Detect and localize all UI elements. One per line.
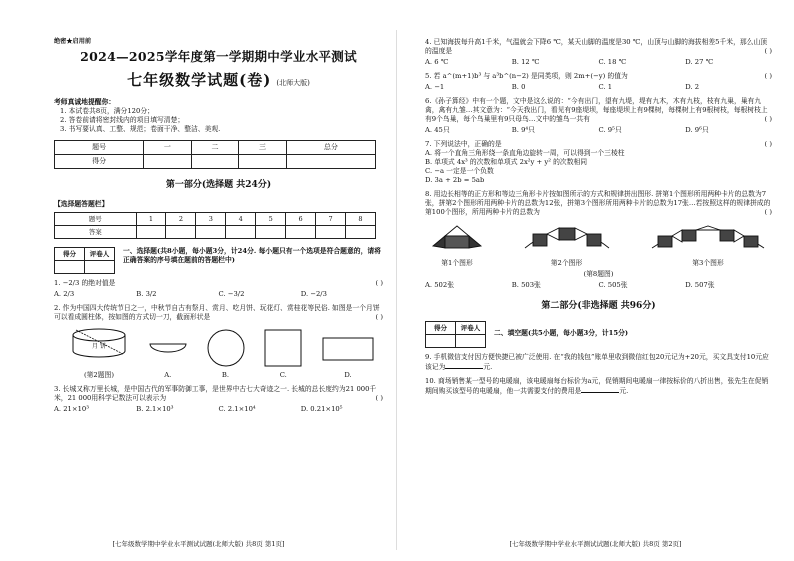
question-3 [54, 385, 383, 414]
option-c: C. 9⁵只 [598, 125, 622, 134]
question-stem: 9. 手机微信支付因方便快捷已被广泛使用. 在“我的钱包”账单里收到微信红包20元记为+20元，买文具支付10元应该记为 [425, 353, 769, 372]
score-table-header: 二 [191, 141, 239, 155]
option-d: D. 2 [685, 82, 700, 91]
option-d-figure [321, 328, 375, 380]
exam-sub-title: 七年级数学试题(卷) [127, 70, 272, 89]
answer-cell[interactable] [256, 226, 286, 239]
answer-paren: ( ) [375, 393, 383, 402]
exam-sub-title-row [54, 71, 383, 91]
question-2 [54, 304, 383, 380]
grader-table [54, 247, 115, 274]
notice-heading: 考师真诚地提醒你： [54, 98, 116, 107]
option-c-figure [263, 328, 303, 380]
option-a: A. [164, 371, 172, 380]
answer-number: 2 [166, 213, 196, 226]
score-cell[interactable] [191, 155, 239, 169]
option-b: B. 3/2 [136, 290, 157, 299]
question-stem: 4. 已知海拔每升高1千米，气温就会下降6 ℃，某天山脚的温度是30 ℃，山顶与山脚的海拔相差5千米，那么山顶的温度是 [425, 38, 768, 55]
grader-block [54, 247, 383, 274]
answer-bar-label: 【选择题答题栏】 [54, 200, 109, 209]
options-row [425, 126, 772, 135]
answer-paren: ( ) [375, 313, 383, 322]
answer-paren: ( ) [764, 71, 772, 80]
pattern-label-1: 第1个图形 [441, 259, 473, 268]
grader-score-cell[interactable] [55, 261, 85, 274]
score-row-label: 得分 [55, 155, 144, 169]
grader-name-label: 评卷人 [456, 322, 486, 335]
question-5 [425, 72, 772, 92]
score-table-header: 总分 [286, 141, 375, 155]
question-stem: 10. 商场销售某一型号的电暖扇，该电暖扇每台标价为a元，促销期间电暖扇一律按标价的八折出售，张先生在促销期间购买该型号的电暖扇，他一共需要支付的费用是 [425, 377, 769, 396]
grader-score-label: 得分 [55, 248, 85, 261]
grader-name-label: 评卷人 [85, 248, 115, 261]
question-tail: 元. [619, 387, 629, 396]
answer-number: 5 [256, 213, 286, 226]
option-b: B. 单项式 4x³ 的次数和单项式 2x²y + y² 的次数相同 [425, 157, 588, 166]
option-d: D. 507张 [685, 281, 715, 290]
grader-block [425, 321, 772, 348]
question-6 [425, 97, 772, 135]
answer-table [54, 212, 376, 239]
option-a: A. 6 ℃ [425, 57, 449, 66]
pattern-figure-2 [519, 222, 615, 268]
question-stem: 5. 若 a^(m+1)b³ 与 a³b^(n−2) 是同类项，则 2m+(−y) 的值为 [425, 71, 628, 80]
option-a: A. 21×10³ [54, 404, 89, 413]
edition-label: (北师大版) [276, 78, 310, 87]
page-right [397, 0, 794, 561]
part1-title: 第一部分(选择题 共24分) [165, 180, 272, 191]
mooncake-label: 月 饼 [92, 343, 106, 351]
answer-number: 7 [316, 213, 346, 226]
option-b: B. 2.1×10³ [136, 404, 174, 413]
options-row [425, 281, 772, 290]
options-row [54, 290, 383, 299]
section1-instructions: 一、选择题(共8小题，每小题3分，计24分. 每小题只有一个选项是符合题意的，请将正确答案的序号填在题前的答题栏中) [123, 247, 381, 265]
pattern-figure-3 [648, 222, 768, 268]
exam-main-title: 2024—2025学年度第一学期期中学业水平测试 [80, 49, 357, 65]
notice-item: 3. 书写要认真、工整、规范；卷面干净、整洁、美观. [60, 125, 221, 134]
question-9 [425, 353, 772, 372]
grader-score-label: 得分 [426, 322, 456, 335]
answer-blank[interactable] [581, 386, 619, 393]
question-stem: 2. 作为中国四大传统节日之一，中秋节自古有祭月、赏月、吃月饼、玩花灯、赏桂花等民俗. 如图是一个月饼可以看成圆柱体，按如图的方式切一刀，截面形状是 [54, 304, 380, 322]
option-d: D. −2/3 [300, 290, 327, 299]
answer-cell[interactable] [286, 226, 316, 239]
q2-figure-row [68, 326, 375, 380]
question-8 [425, 190, 772, 291]
option-c: C. 1 [598, 82, 613, 91]
answer-cell[interactable] [136, 226, 166, 239]
option-c: C. 505张 [598, 281, 628, 290]
pattern-label-3: 第3个图形 [692, 259, 724, 268]
option-d: D. 9⁶只 [685, 125, 709, 134]
grader-score-cell[interactable] [426, 335, 456, 348]
answer-number: 3 [196, 213, 226, 226]
pattern-diagram-1 [429, 222, 485, 256]
option-b: B. 12 ℃ [511, 57, 540, 66]
notice-item: 1. 本试卷共8页，满分120分； [60, 107, 154, 116]
answer-paren: ( ) [764, 46, 772, 55]
score-table-header: 三 [239, 141, 287, 155]
grader-name-cell[interactable] [85, 261, 115, 274]
question-4 [425, 38, 772, 67]
option-c: C. [279, 371, 287, 380]
option-b: B. 503张 [511, 281, 541, 290]
option-b-figure [206, 328, 246, 380]
page-footer: [七年级数学期中学业水平测试试题(北师大版) 共8页 第2页] [509, 540, 682, 549]
answer-row-label: 题号 [55, 213, 137, 226]
section2-instructions: 二、填空题(共5小题，每小题3分，计15分) [494, 329, 629, 338]
option-d: D. 0.21×10⁵ [300, 404, 343, 413]
score-cell[interactable] [144, 155, 192, 169]
option-d: D. 27 ℃ [685, 57, 714, 66]
score-table-header: 题号 [55, 141, 144, 155]
notice-item: 2. 答卷前请将密封线内的项目填写清楚； [60, 116, 185, 125]
mooncake-cylinder-diagram [68, 326, 130, 366]
option-d: D. [344, 371, 352, 380]
question-7 [425, 140, 772, 185]
question-stem: 7. 下列说法中，正确的是 [425, 139, 502, 148]
options-row [54, 405, 383, 414]
score-table-header: 一 [144, 141, 192, 155]
question-stem: 6.《孙子算经》中有一个题，文中是这么说的：“今有出门，望有九堤，堤有九木，木有九枝，枝有九巢，巢有九禽，禽有九雏…其文意为：“今天我出门，看见有9座堤坝，每座堤坝上有9棵树，每棵树上有9根树枝，每根树枝上有9个鸟巢，每个鸟巢里有9只母鸟…文中的雏鸟一共有 [425, 96, 768, 123]
answer-number: 1 [136, 213, 166, 226]
option-c: C. 2.1×10⁴ [218, 404, 256, 413]
option-c: C. −3/2 [218, 290, 245, 299]
option-a-figure [148, 340, 188, 380]
question-10 [425, 377, 772, 396]
grader-name-cell[interactable] [456, 335, 486, 348]
answer-cell[interactable] [196, 226, 226, 239]
answer-number: 8 [345, 213, 375, 226]
pattern-diagram-3 [648, 222, 768, 256]
option-a: A. 将一个直角三角形绕一条直角边旋转一周，可以得到一个三棱柱 [425, 148, 625, 157]
option-b: B. [221, 371, 230, 380]
answer-cell[interactable] [166, 226, 196, 239]
q8-figure-row [429, 222, 768, 268]
answer-cell[interactable] [226, 226, 256, 239]
rectangle-shape [321, 328, 375, 368]
options-row [425, 58, 772, 67]
circle-shape [206, 328, 246, 368]
part2-title: 第二部分(非选择题 共96分) [541, 301, 656, 312]
answer-paren: ( ) [375, 279, 383, 288]
question-tail: 元. [483, 363, 493, 372]
options-row [425, 83, 772, 92]
half-ellipse-shape [148, 340, 188, 368]
grader-table [425, 321, 486, 348]
option-a: A. 2/3 [54, 290, 75, 299]
figure-caption: (第8题图) [583, 270, 614, 279]
answer-number: 6 [286, 213, 316, 226]
figure-caption: (第2题图) [83, 371, 115, 380]
score-cell[interactable] [286, 155, 375, 169]
answer-blank[interactable] [445, 362, 483, 369]
answer-cell[interactable] [316, 226, 346, 239]
option-a: A. 45只 [425, 125, 450, 134]
score-cell[interactable] [239, 155, 287, 169]
answer-paren: ( ) [764, 139, 772, 148]
option-d: D. 3a + 2b = 5ab [425, 175, 485, 184]
mooncake-figure [68, 326, 130, 380]
option-a: A. −1 [425, 82, 445, 91]
secret-mark: 绝密★启用前 [54, 38, 92, 45]
answer-paren: ( ) [764, 207, 772, 216]
option-c: C. −a 一定是一个负数 [425, 166, 494, 175]
question-stem: 8. 用边长相等的正方形和等边三角形卡片按如图所示的方式和规律拼出图形. 拼第1个图形所用两种卡片的总数为7张，拼第2个图形所用两种卡片的总数为12张，拼第3个图形所用两种卡片的总数为17张…若按照这样的规律拼成的第100个图形，所用两种卡片的总数为 [425, 189, 771, 216]
pattern-figure-1 [429, 222, 485, 268]
question-stem: 1. −2/3 的绝对值是 [54, 279, 116, 288]
pattern-label-2: 第2个图形 [550, 259, 583, 268]
answer-number: 4 [226, 213, 256, 226]
option-a: A. 502张 [425, 281, 454, 290]
answer-cell[interactable] [345, 226, 375, 239]
page-footer: [七年级数学期中学业水平测试试题(北师大版) 共8页 第1页] [112, 540, 285, 549]
question-1 [54, 279, 383, 299]
answer-row-label: 答案 [55, 226, 137, 239]
answer-paren: ( ) [764, 114, 772, 123]
score-table [54, 140, 376, 169]
pattern-diagram-2 [519, 222, 615, 256]
option-b: B. 0 [511, 82, 526, 91]
square-shape [263, 328, 303, 368]
option-c: C. 18 ℃ [598, 57, 627, 66]
option-b: B. 9⁴只 [511, 125, 535, 134]
question-stem: 3. 长城又称万里长城，是中国古代的军事防御工事，是世界中古七大奇迹之一. 长城的总长度约为21 000千米，21 000用科学记数法可以表示为 [54, 385, 377, 402]
